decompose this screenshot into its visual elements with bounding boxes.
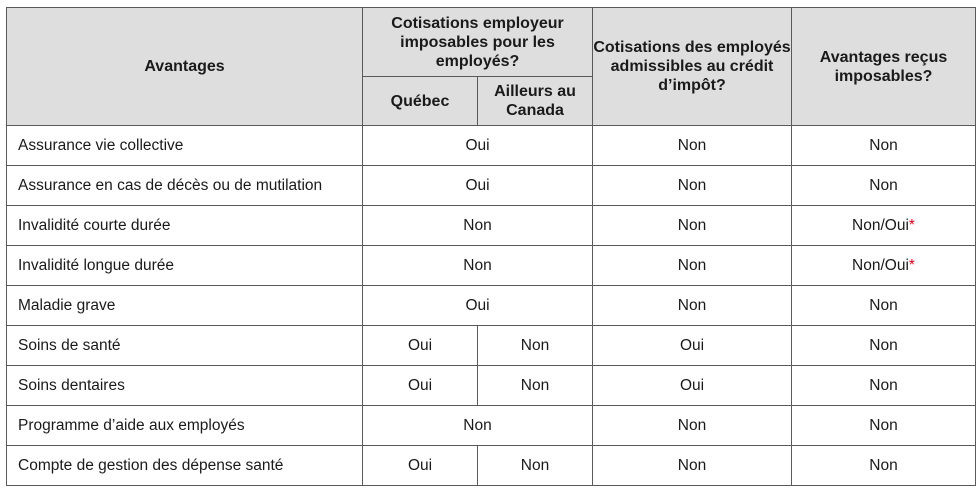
employer-taxable-cell: Non bbox=[363, 406, 593, 446]
elsewhere-cell: Non bbox=[478, 326, 593, 366]
table-row bbox=[7, 246, 976, 286]
received-taxable-cell bbox=[792, 366, 976, 406]
received-taxable-cell bbox=[792, 206, 976, 246]
table-row bbox=[7, 366, 976, 406]
header-employee-credit: Cotisations des employés admissibles au crédit d’impôt? bbox=[593, 8, 792, 126]
employer-taxable-cell: Non bbox=[363, 246, 593, 286]
footnote-marker: * bbox=[908, 216, 915, 234]
received-taxable-cell bbox=[792, 446, 976, 486]
received-taxable-value: Non/Oui bbox=[852, 256, 909, 274]
table-row bbox=[7, 406, 976, 446]
table-row bbox=[7, 286, 976, 326]
table-row bbox=[7, 126, 976, 166]
table-row bbox=[7, 206, 976, 246]
received-taxable-value: Non bbox=[869, 336, 898, 354]
footnote-marker: * bbox=[908, 256, 915, 274]
received-taxable-value: Non/Oui bbox=[852, 216, 909, 234]
employee-credit-cell: Non bbox=[593, 406, 792, 446]
employee-credit-cell: Non bbox=[593, 166, 792, 206]
employer-taxable-cell: Oui bbox=[363, 166, 593, 206]
employee-credit-cell: Non bbox=[593, 286, 792, 326]
employee-credit-cell: Non bbox=[593, 446, 792, 486]
received-taxable-cell bbox=[792, 246, 976, 286]
benefit-cell: Maladie grave bbox=[7, 286, 363, 326]
header-quebec: Québec bbox=[363, 77, 478, 126]
benefit-cell: Soins de santé bbox=[7, 326, 363, 366]
received-taxable-value: Non bbox=[869, 136, 898, 154]
benefit-cell: Invalidité courte durée bbox=[7, 206, 363, 246]
header-row-top bbox=[7, 8, 976, 77]
header-received-taxable: Avantages reçus imposables? bbox=[792, 8, 976, 126]
benefit-cell: Programme d’aide aux employés bbox=[7, 406, 363, 446]
table-row bbox=[7, 326, 976, 366]
received-taxable-cell bbox=[792, 326, 976, 366]
received-taxable-value: Non bbox=[869, 376, 898, 394]
employer-taxable-cell: Oui bbox=[363, 126, 593, 166]
quebec-cell: Oui bbox=[363, 366, 478, 406]
received-taxable-value: Non bbox=[869, 296, 898, 314]
benefit-cell: Assurance vie collective bbox=[7, 126, 363, 166]
employer-taxable-cell: Oui bbox=[363, 286, 593, 326]
table-body bbox=[7, 126, 976, 486]
table-row bbox=[7, 446, 976, 486]
employee-credit-cell: Oui bbox=[593, 366, 792, 406]
received-taxable-value: Non bbox=[869, 416, 898, 434]
received-taxable-cell bbox=[792, 166, 976, 206]
employee-credit-cell: Oui bbox=[593, 326, 792, 366]
elsewhere-cell: Non bbox=[478, 366, 593, 406]
employer-taxable-cell: Non bbox=[363, 206, 593, 246]
table-row bbox=[7, 166, 976, 206]
received-taxable-cell bbox=[792, 406, 976, 446]
employee-credit-cell: Non bbox=[593, 126, 792, 166]
table-header bbox=[7, 8, 976, 126]
tax-benefits-table bbox=[6, 7, 976, 486]
header-elsewhere: Ailleurs au Canada bbox=[478, 77, 593, 126]
employee-credit-cell: Non bbox=[593, 206, 792, 246]
header-benefits: Avantages bbox=[7, 8, 363, 126]
received-taxable-value: Non bbox=[869, 456, 898, 474]
benefit-cell: Compte de gestion des dépense santé bbox=[7, 446, 363, 486]
employee-credit-cell: Non bbox=[593, 246, 792, 286]
received-taxable-cell bbox=[792, 126, 976, 166]
received-taxable-cell bbox=[792, 286, 976, 326]
benefit-cell: Assurance en cas de décès ou de mutilation bbox=[7, 166, 363, 206]
quebec-cell: Oui bbox=[363, 326, 478, 366]
benefit-cell: Invalidité longue durée bbox=[7, 246, 363, 286]
elsewhere-cell: Non bbox=[478, 446, 593, 486]
benefit-cell: Soins dentaires bbox=[7, 366, 363, 406]
header-employer-taxable: Cotisations employeur imposables pour les employés? bbox=[363, 8, 593, 77]
received-taxable-value: Non bbox=[869, 176, 898, 194]
quebec-cell: Oui bbox=[363, 446, 478, 486]
